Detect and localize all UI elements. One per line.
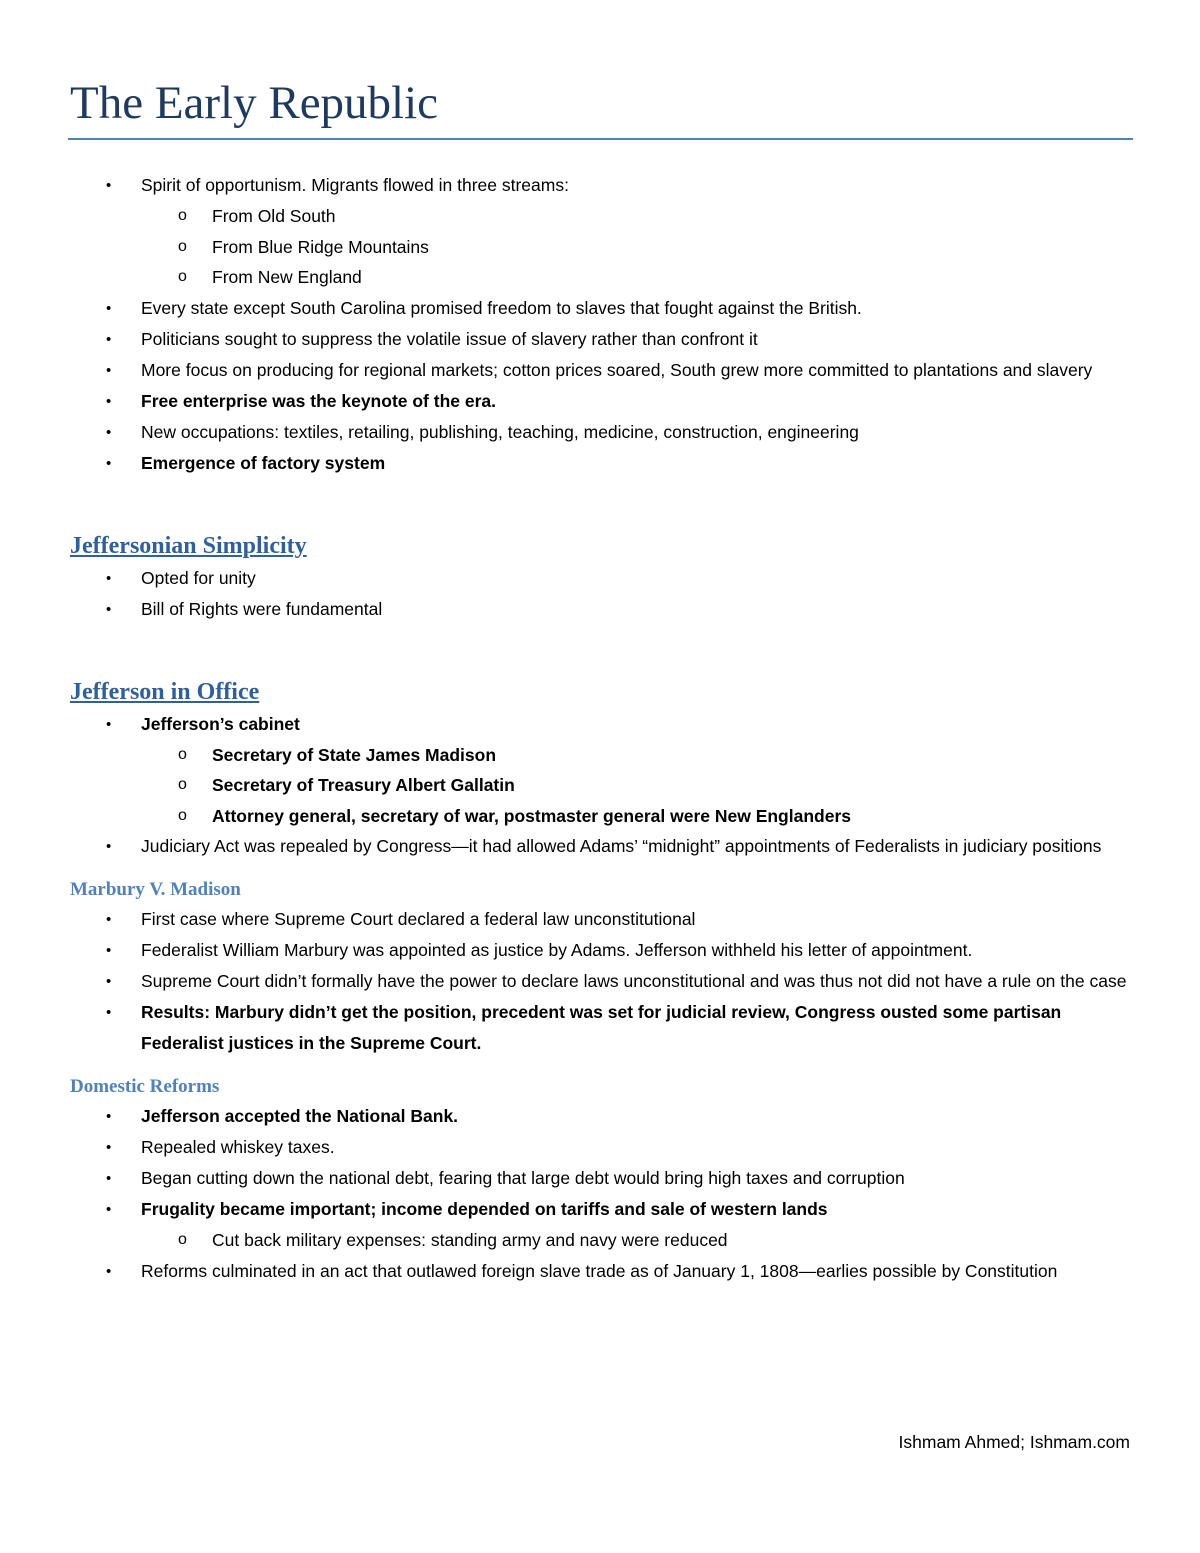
list-item: [70, 1256, 1132, 1287]
sub-list-item: [141, 801, 1132, 832]
sub-bullet-list: [141, 740, 1132, 832]
sub-bullet-icon: o: [178, 268, 187, 285]
list-item-text: Began cutting down the national debt, fearing that large debt would bring high taxes and corruption: [141, 1168, 905, 1188]
sub-list-item: [141, 232, 1132, 263]
bullet-icon: •: [106, 838, 112, 855]
bullet-icon: •: [106, 1201, 112, 1218]
list-item-text: Emergence of factory system: [141, 452, 386, 473]
section-heading: Marbury V. Madison: [70, 879, 241, 900]
list-item-text: More focus on producing for regional markets; cotton prices soared, South grew more committed to plantations and slavery: [141, 359, 1093, 380]
bullet-icon: •: [106, 177, 112, 194]
bullet-icon: •: [106, 299, 112, 317]
section-heading: Jefferson in Office: [70, 678, 260, 705]
sub-list-item-text: From New England: [212, 267, 362, 287]
list-item-text: Spirit of opportunism. Migrants flowed in three streams:: [141, 175, 569, 195]
list-item-text: Results: Marbury didn’t get the position, precedent was set for judicial review, Congress ousted some partisan Federalist justices in the Supreme Court.: [141, 1002, 1062, 1053]
list-item-text: Judiciary Act was repealed by Congress—it had allowed Adams’ “midnight” appointments of Federalists in judiciary positions: [141, 836, 1102, 856]
sub-list-item: [141, 262, 1132, 293]
sub-list-item-text: From Old South: [212, 206, 336, 226]
sub-list-item-text: Attorney general, secretary of war, postmaster general were New Englanders: [212, 805, 851, 826]
bullet-list: [70, 709, 1132, 863]
list-item: [70, 904, 1132, 935]
list-item: [70, 997, 1132, 1059]
list-item-text: Jefferson accepted the National Bank.: [141, 1106, 459, 1126]
section-spacer: [70, 479, 1132, 529]
list-item: [70, 324, 1132, 355]
list-item: [70, 709, 1132, 832]
section-heading: Jeffersonian Simplicity: [70, 532, 307, 559]
bullet-icon: •: [106, 1108, 112, 1125]
bullet-icon: •: [106, 1170, 112, 1187]
section-spacer: [70, 862, 1132, 876]
list-item: [70, 355, 1132, 386]
sub-bullet-icon: o: [178, 745, 187, 763]
list-item: [70, 170, 1132, 293]
list-item: [70, 966, 1132, 997]
bullet-icon: •: [106, 1262, 112, 1280]
sub-bullet-icon: o: [178, 237, 187, 255]
bullet-list: [70, 170, 1132, 479]
list-item: [70, 563, 1132, 594]
list-item: [70, 1101, 1132, 1132]
sub-list-item-text: Secretary of State James Madison: [212, 744, 497, 765]
bullet-icon: •: [106, 361, 112, 379]
list-item: [70, 1163, 1132, 1194]
sub-list-item: [141, 740, 1132, 771]
sub-bullet-icon: o: [178, 776, 187, 793]
bullet-icon: •: [106, 330, 112, 348]
list-item: [70, 935, 1132, 966]
list-item: [70, 448, 1132, 479]
sub-list-item-text: Cut back military expenses: standing army and navy were reduced: [212, 1230, 728, 1250]
list-item-text: Free enterprise was the keynote of the era.: [141, 390, 496, 411]
sub-bullet-icon: o: [178, 1231, 187, 1248]
sub-bullet-list: [141, 201, 1132, 293]
section-heading: Domestic Reforms: [70, 1076, 220, 1097]
list-item: [70, 594, 1132, 625]
list-item: [70, 1132, 1132, 1163]
bullet-icon: •: [106, 715, 112, 733]
section-spacer: [70, 625, 1132, 675]
list-item-text: Politicians sought to suppress the volatile issue of slavery rather than confront it: [141, 328, 758, 349]
bullet-icon: •: [106, 911, 112, 928]
bullet-icon: •: [106, 973, 112, 990]
sub-list-item: [141, 1225, 1132, 1256]
list-item-text: Jefferson’s cabinet: [141, 713, 300, 734]
list-item: [70, 386, 1132, 417]
list-item-text: New occupations: textiles, retailing, publishing, teaching, medicine, construction, engineering: [141, 421, 859, 442]
list-item-text: Supreme Court didn’t formally have the power to declare laws unconstitutional and was thus not did not have a rule on the case: [141, 971, 1127, 991]
bullet-icon: •: [106, 392, 112, 410]
list-item-text: First case where Supreme Court declared a federal law unconstitutional: [141, 909, 696, 929]
list-item-text: Repealed whiskey taxes.: [141, 1137, 335, 1157]
list-item-text: Federalist William Marbury was appointed as justice by Adams. Jefferson withheld his letter of appointment.: [141, 940, 973, 960]
sub-list-item: [141, 770, 1132, 801]
list-item-text: Bill of Rights were fundamental: [141, 598, 383, 619]
bullet-icon: •: [106, 1004, 112, 1021]
sub-bullet-list: [141, 1225, 1132, 1256]
document-body: [70, 170, 1132, 1287]
section-spacer: [70, 1059, 1132, 1073]
footer-author: Ishmam Ahmed; Ishmam.com: [898, 1432, 1130, 1452]
list-item-text: Reforms culminated in an act that outlawed foreign slave trade as of January 1, 1808—earlies possible by Constitution: [141, 1260, 1058, 1281]
page-title: The Early Republic: [70, 77, 439, 129]
list-item-text: Opted for unity: [141, 567, 256, 588]
bullet-icon: •: [106, 569, 112, 587]
bullet-list: [70, 1101, 1132, 1287]
list-item: [70, 293, 1132, 324]
bullet-list: [70, 563, 1132, 625]
bullet-icon: •: [106, 600, 112, 618]
sub-bullet-icon: o: [178, 207, 187, 224]
list-item-text: Frugality became important; income depended on tariffs and sale of western lands: [141, 1199, 828, 1219]
list-item: [70, 1194, 1132, 1256]
bullet-icon: •: [106, 423, 112, 441]
sub-list-item: [141, 201, 1132, 232]
title-underline-rule: [68, 138, 1133, 140]
bullet-icon: •: [106, 1139, 112, 1156]
list-item-text: Every state except South Carolina promised freedom to slaves that fought against the British.: [141, 297, 862, 318]
bullet-icon: •: [106, 942, 112, 959]
bullet-list: [70, 904, 1132, 1059]
list-item: [70, 831, 1132, 862]
sub-bullet-icon: o: [178, 806, 187, 824]
sub-list-item-text: Secretary of Treasury Albert Gallatin: [212, 775, 515, 795]
bullet-icon: •: [106, 454, 112, 472]
sub-list-item-text: From Blue Ridge Mountains: [212, 236, 429, 257]
list-item: [70, 417, 1132, 448]
